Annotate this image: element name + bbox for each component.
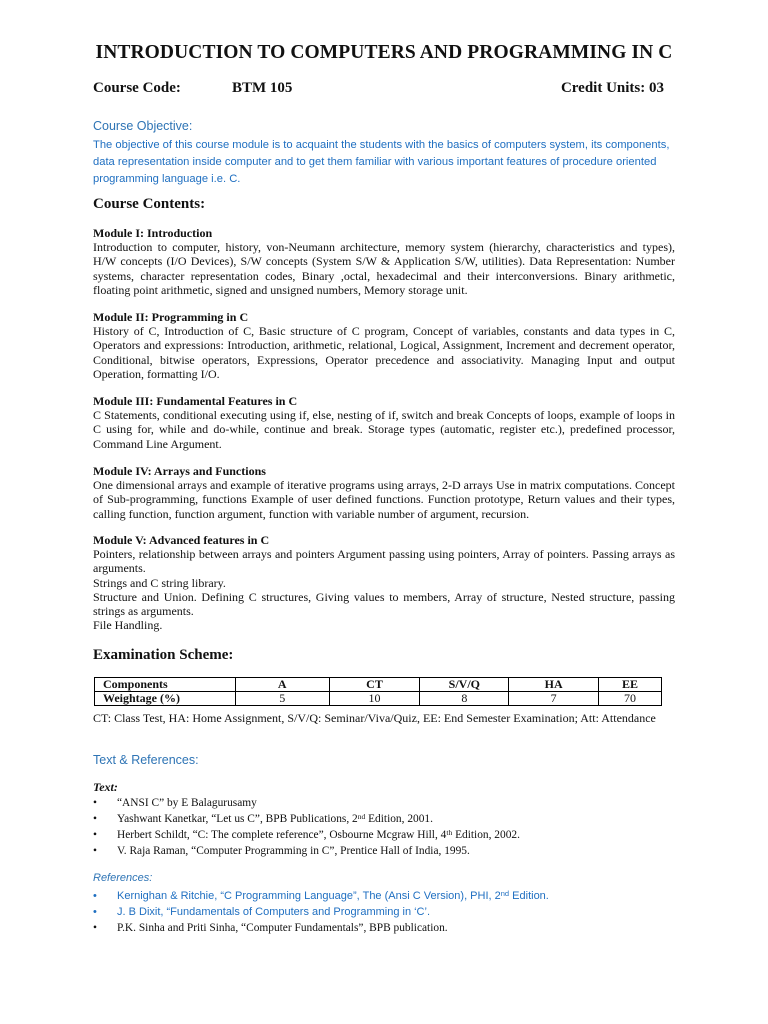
module-title: Module V: Advanced features in C bbox=[93, 533, 270, 547]
module-body-line: File Handling. bbox=[93, 618, 163, 633]
list-item: • Kernighan & Ritchie, “C Programming Language”, The (Ansi C Version), PHI, 2nd Edition. bbox=[93, 889, 549, 902]
module-1 bbox=[93, 226, 675, 297]
course-code-value: BTM 105 bbox=[232, 80, 293, 96]
exam-abbreviation-note: CT: Class Test, HA: Home Assignment, S/V/Q: Seminar/Viva/Quiz, EE: End Semester Examination; Att: Attendance bbox=[93, 711, 656, 725]
module-4 bbox=[93, 464, 675, 521]
bullet-icon: • bbox=[93, 845, 97, 857]
table-cell: 8 bbox=[420, 692, 509, 706]
module-title: Module I: Introduction bbox=[93, 226, 213, 240]
bullet-icon: • bbox=[93, 890, 97, 902]
list-item: • Herbert Schildt, “C: The complete reference”, Osbourne Mcgraw Hill, 4th Edition, 2002. bbox=[93, 828, 520, 841]
module-2 bbox=[93, 310, 675, 381]
module-title: Module III: Fundamental Features in C bbox=[93, 394, 298, 408]
bullet-icon: • bbox=[93, 829, 97, 841]
text-book-list bbox=[93, 795, 693, 859]
list-item: • Yashwant Kanetkar, “Let us C”, BPB Publications, 2nd Edition, 2001. bbox=[93, 812, 433, 825]
objective-heading: Course Objective: bbox=[93, 119, 193, 133]
list-item: • J. B Dixit, “Fundamentals of Computers and Programming in ‘C’. bbox=[93, 906, 431, 918]
list-item: • “ANSI C” by E Balagurusamy bbox=[93, 797, 257, 809]
contents-heading: Course Contents: bbox=[93, 196, 206, 212]
module-title: Module II: Programming in C bbox=[93, 310, 249, 324]
module-3 bbox=[93, 394, 675, 451]
module-body-line: Pointers, relationship between arrays and pointers Argument passing using pointers, Array of pointers. Passing arrays as arguments. bbox=[93, 547, 675, 576]
page-title: INTRODUCTION TO COMPUTERS AND PROGRAMMING IN C bbox=[95, 42, 673, 63]
objective-text: The objective of this course module is to acquaint the students with the basics of computers system, its components, data representation inside computer and to get them familiar with various important features of procedure oriented programming language i.e. C. bbox=[93, 139, 670, 185]
module-5 bbox=[93, 533, 675, 632]
references-heading: Text & References: bbox=[93, 753, 199, 767]
references-label: References: bbox=[93, 872, 153, 884]
bullet-icon: • bbox=[93, 797, 97, 809]
table-cell: 7 bbox=[509, 692, 599, 706]
header-cell: A bbox=[235, 678, 329, 692]
text-label: Text: bbox=[93, 780, 118, 794]
exam-table bbox=[94, 677, 662, 706]
course-code-label: Course Code: bbox=[93, 80, 181, 96]
table-cell: 70 bbox=[599, 692, 662, 706]
header-cell: CT bbox=[329, 678, 420, 692]
header-cell: HA bbox=[509, 678, 599, 692]
module-body: Introduction to computer, history, von-Neumann architecture, memory system (hierarchy, characteristics and types), H/W concepts (I/O Devices), S/W concepts (System S/W & Application S/W, utilities). Data Representation: Number systems, character representation codes, Binary ,octal, hexadecimal and their interconversions. Binary arithmetic, floating point arithmetic, signed and unsigned numbers, Memory storage unit. bbox=[93, 240, 675, 297]
bullet-icon: • bbox=[93, 813, 97, 825]
module-title: Module IV: Arrays and Functions bbox=[93, 464, 266, 478]
credit-units: Credit Units: 03 bbox=[560, 80, 664, 96]
header-cell: Components bbox=[95, 678, 236, 692]
list-item: • P.K. Sinha and Priti Sinha, “Computer Fundamentals”, BPB publication. bbox=[93, 922, 448, 934]
bullet-icon: • bbox=[93, 906, 97, 918]
references-list bbox=[93, 888, 693, 936]
exam-heading: Examination Scheme: bbox=[93, 647, 234, 663]
table-cell: 10 bbox=[329, 692, 420, 706]
table-row bbox=[95, 692, 662, 706]
module-body: C Statements, conditional executing using if, else, nesting of if, switch and break Concepts of loops, example of loops in C using for, while and do-while, continue and break. Storage types (automatic, register etc.), predefined processor, Command Line Argument. bbox=[93, 408, 675, 451]
header-cell: EE bbox=[599, 678, 662, 692]
module-body: One dimensional arrays and example of iterative programs using arrays, 2-D arrays Use in matrix computations. Concept of Sub-programming, functions Example of user defined functions. Function prototype, Return values and their types, calling function, function argument, function with variable number of argument, recursion. bbox=[93, 478, 675, 521]
module-body-line: Structure and Union. Defining C structures, Giving values to members, Array of structure, Nested structure, passing strings as arguments. bbox=[93, 589, 675, 619]
table-cell: 5 bbox=[235, 692, 329, 706]
row-label: Weightage (%) bbox=[95, 692, 236, 706]
list-item: • V. Raja Raman, “Computer Programming in C”, Prentice Hall of India, 1995. bbox=[93, 845, 470, 857]
bullet-icon: • bbox=[93, 922, 97, 934]
module-body: History of C, Introduction of C, Basic structure of C program, Concept of variables, constants and data types in C, Operators and expressions: Introduction, arithmetic, relational, Logical, Assignment, Increment and decrement operator, Conditional, bitwise operators, Expressions, Operator precedence and associativity. Managing Input and output Operation, formatting I/O. bbox=[93, 324, 675, 381]
module-body-line: Strings and C string library. bbox=[93, 575, 226, 590]
table-header-row bbox=[95, 678, 662, 692]
header-cell: S/V/Q bbox=[420, 678, 509, 692]
